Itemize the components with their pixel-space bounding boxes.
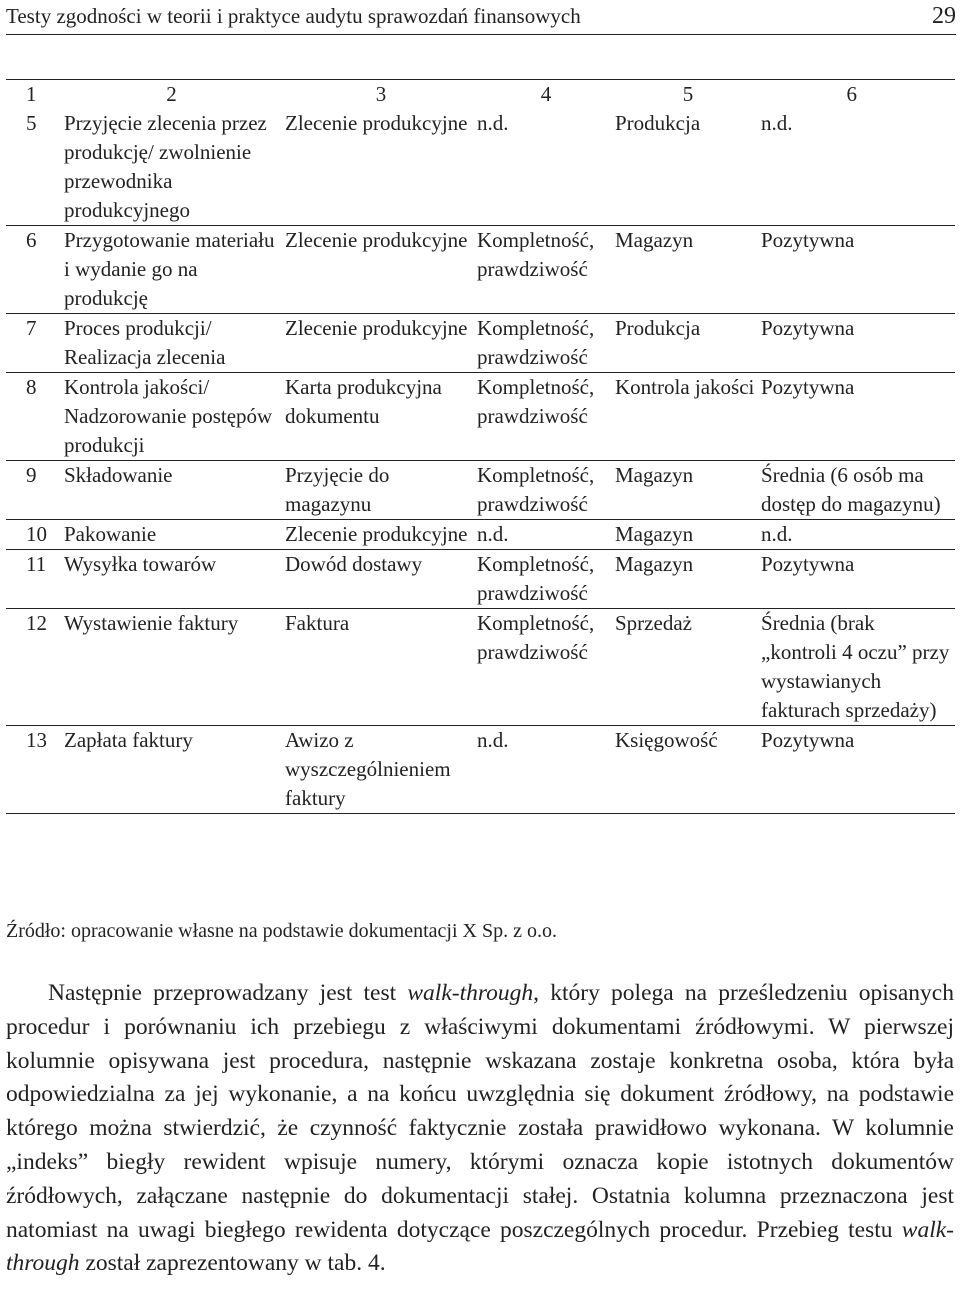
table-cell: Karta produkcyjna dokumentu	[285, 373, 477, 461]
table-cell: n.d.	[477, 520, 615, 550]
table-cell: Pozytywna	[761, 726, 955, 814]
page-header	[6, 0, 956, 35]
table-cell: Wysyłka towarów	[64, 550, 285, 609]
table-cell: Przyjęcie zlecenia przez produkcję/ zwolnienie przewodnika produkcyjnego	[64, 111, 267, 222]
table-row	[6, 726, 955, 814]
table-cell: Kompletność, prawdziwość	[477, 373, 615, 461]
table-cell: Księgowość	[615, 726, 761, 814]
table-cell: Przygotowanie materiału i wydanie go na produkcję	[64, 226, 285, 314]
table-cell: 7	[6, 314, 64, 373]
table-row	[6, 109, 955, 226]
table-cell: Zlecenie produkcyjne	[285, 111, 468, 135]
table-cell: Pozytywna	[761, 373, 955, 461]
table-cell: Składowanie	[64, 461, 285, 520]
table-cell: Produkcja	[615, 314, 761, 373]
table-cell: Zapłata faktury	[64, 726, 285, 814]
table-cell: Pozytywna	[761, 550, 955, 609]
table-cell: Kontrola jakości	[615, 373, 761, 461]
table-row	[6, 520, 955, 550]
running-title: Testy zgodności w teorii i praktyce audytu sprawozdań finansowych	[6, 4, 581, 28]
table-cell: 6	[6, 226, 64, 314]
table-cell: Proces produkcji/ Realizacja zlecenia	[64, 314, 285, 373]
table-cell: 5	[26, 111, 37, 135]
table-cell: Sprzedaż	[615, 609, 761, 726]
table-cell: Zlecenie produkcyjne	[285, 520, 477, 550]
table-cell: Magazyn	[615, 550, 761, 609]
table-cell: 8	[6, 373, 64, 461]
table-cell: 12	[6, 609, 64, 726]
column-number-3: 3	[375, 82, 387, 106]
table-cell: 11	[6, 550, 64, 609]
table-source-note: Źródło: opracowanie własne na podstawie dokumentacji X Sp. z o.o.	[6, 920, 557, 942]
column-number-2: 2	[166, 82, 177, 106]
table-cell: Pakowanie	[64, 520, 285, 550]
page-number: 29	[932, 3, 956, 29]
table-cell: Magazyn	[615, 226, 761, 314]
table-cell: Zlecenie produkcyjne	[285, 314, 477, 373]
column-number-4: 4	[540, 82, 552, 106]
table-cell: Magazyn	[615, 461, 761, 520]
table-cell: Kompletność, prawdziwość	[477, 226, 615, 314]
table-cell: Pozytywna	[761, 226, 955, 314]
table-cell: Kompletność, prawdziwość	[477, 461, 615, 520]
table-cell: n.d.	[477, 111, 509, 135]
table-cell: n.d.	[761, 111, 793, 135]
table-cell: Dowód dostawy	[285, 550, 477, 609]
procedures-table	[6, 79, 955, 814]
column-number-row	[6, 80, 955, 110]
table-cell: Przyjęcie do magazynu	[285, 461, 477, 520]
column-number-6: 6	[846, 82, 857, 106]
table-cell: Średnia (brak „kontroli 4 oczu” przy wystawianych fakturach sprzedaży)	[761, 609, 955, 726]
table-cell: 9	[6, 461, 64, 520]
paragraph-text-1: Następnie przeprowadzany jest test	[48, 980, 408, 1006]
table-row	[6, 609, 955, 726]
table-cell: Kompletność, prawdziwość	[477, 314, 615, 373]
table-cell: Awizo z wyszczególnieniem faktury	[285, 726, 477, 814]
table-row	[6, 373, 955, 461]
paragraph-emphasis-1: walk-through	[407, 980, 534, 1006]
paragraph-text-2: , który polega na prześledzeniu opisanych procedur i porównaniu ich przebiegu z właściwymi dokumentami źródłowymi. W pierwszej kolumnie opisywana jest procedura, następnie wskazana zostaje konkretna osoba, która była odpowiedzialna za jej wykonanie, a na końcu uwzględnia się dokument źródłowy, na podstawie którego można stwierdzić, że czynność faktycznie została prawidłowo wykonana. W kolumnie „indeks” biegły rewident wpisuje numery, którymi oznacza kopie istotnych dokumentów źródłowych, załączane następnie do dokumentacji stałej. Ostatnia kolumna przeznaczona jest natomiast na uwagi biegłego rewidenta dotyczące poszczególnych procedur. Przebieg testu	[6, 980, 954, 1243]
table-cell: Średnia (6 osób ma dostęp do magazynu)	[761, 461, 955, 520]
paragraph-emphasis-2: walk-through	[6, 1216, 954, 1277]
procedures-table-body	[6, 80, 955, 814]
table-cell: Produkcja	[615, 111, 701, 135]
table-cell: Kompletność, prawdziwość	[477, 609, 615, 726]
table-cell: Pozytywna	[761, 314, 955, 373]
table-cell: Wystawienie faktury	[64, 609, 285, 726]
table-row	[6, 226, 955, 314]
table-cell: Kontrola jakości/ Nadzorowanie postępów produkcji	[64, 373, 285, 461]
paragraph-text-3: został zaprezentowany w tab. 4.	[79, 1250, 386, 1277]
table-cell: Kompletność, prawdziwość	[477, 550, 615, 609]
table-cell: n.d.	[477, 726, 615, 814]
table-row	[6, 461, 955, 520]
table-cell: 10	[6, 520, 64, 550]
table-row	[6, 314, 955, 373]
table-cell: n.d.	[761, 520, 955, 550]
table-cell: Magazyn	[615, 520, 761, 550]
table-row	[6, 550, 955, 609]
table-cell: Zlecenie produkcyjne	[285, 226, 477, 314]
table-cell: 13	[6, 726, 64, 814]
column-number-1: 1	[26, 82, 37, 106]
body-paragraph	[6, 977, 954, 1281]
table-cell: Faktura	[285, 609, 477, 726]
column-number-5: 5	[682, 82, 694, 106]
